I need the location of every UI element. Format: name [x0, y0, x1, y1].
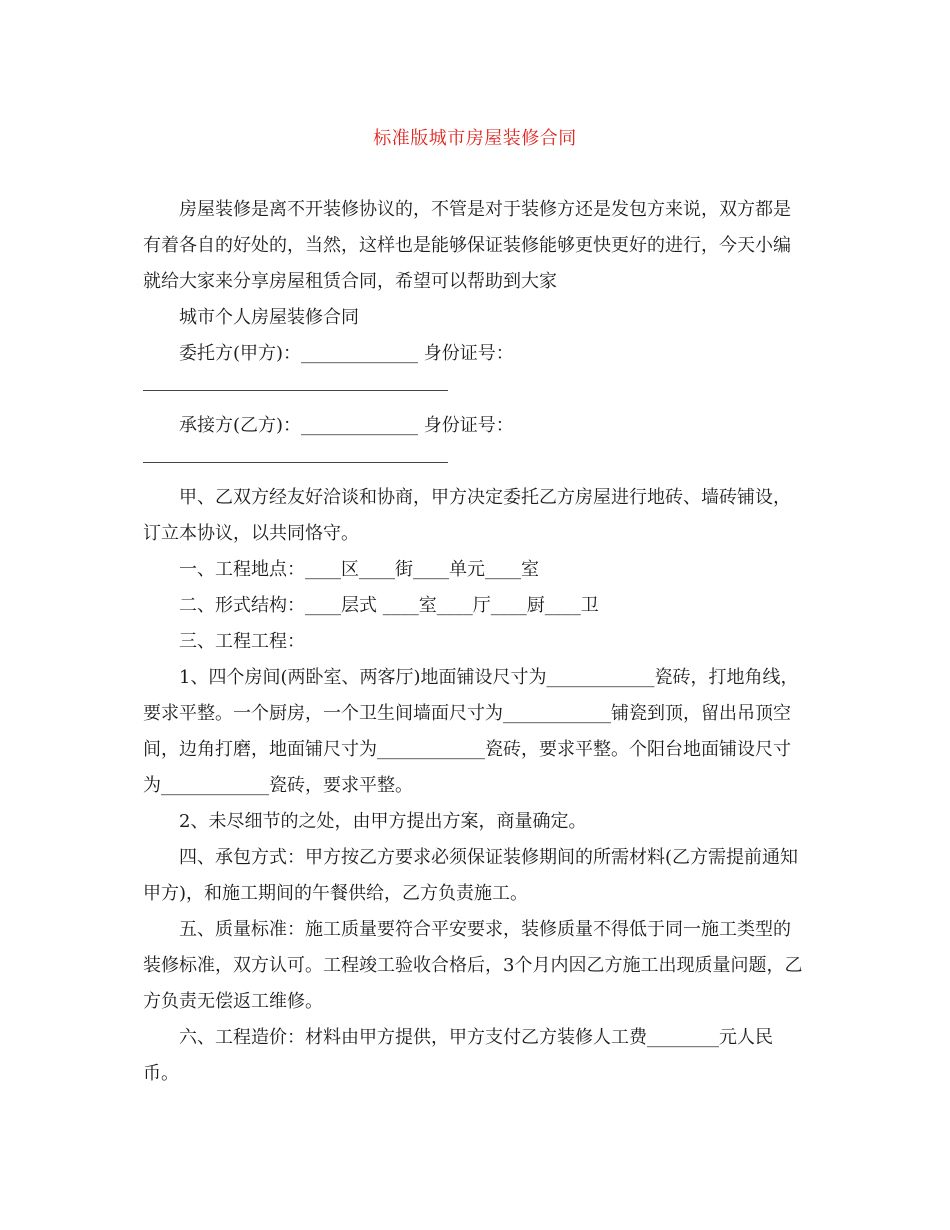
clause-3-heading: 三、工程工程： [179, 631, 305, 652]
party-b-line: 承接方(乙方)：_____________ 身份证号： [179, 415, 514, 436]
clause-2-structure: 二、形式结构：____层式 ____室____厅____厨____卫 [179, 595, 599, 616]
intro-paragraph: 房屋装修是离不开装修协议的，不管是对于装修方还是发包方来说，双方都是有着各自的好处的，当然，这样也是能够保证装修能够更快更好的进行，今天小编就给大家来分享房屋租赁合同，希望可以帮助到大家 [143, 199, 791, 292]
agreement-paragraph: 甲、乙双方经友好洽谈和协商，甲方决定委托乙方房屋进行地砖、墙砖铺设，订立本协议，以共同恪守。 [143, 487, 791, 544]
clause-4-contract-mode: 四、承包方式：甲方按乙方要求必须保证装修期间的所需材料(乙方需提前通知甲方)，和施工期间的午餐供给，乙方负责施工。 [143, 847, 799, 904]
clause-1-location: 一、工程地点：____区____街____单元____室 [179, 559, 539, 580]
document-body [143, 192, 808, 1092]
clause-5-quality: 五、质量标准：施工质量要符合平安要求，装修质量不得低于同一施工类型的装修标准，双方认可。工程竣工验收合格后，3个月内因乙方施工出现质量问题，乙方负责无偿返工维修。 [143, 919, 803, 1012]
party-a-line: 委托方(甲方)：_____________ 身份证号： [179, 343, 514, 364]
clause-6-cost: 六、工程造价：材料由甲方提供，甲方支付乙方装修人工费________元人民币。 [143, 1027, 773, 1084]
clause-3-2: 2、未尽细节的之处，由甲方提出方案，商量确定。 [179, 811, 587, 832]
clause-3-1: 1、四个房间(两卧室、两客厅)地面铺设尺寸为____________瓷砖，打地角线，要求平整。一个厨房，一个卫生间墙面尺寸为____________铺瓷到顶，留出吊顶空间，边角打磨，地面铺尺寸为____________瓷砖，要求平整。个阳台地面铺设尺寸为____________瓷砖，要求平整。 [143, 667, 799, 796]
document-title: 标准版城市房屋装修合同 [373, 128, 577, 149]
party-b-id-blank [143, 444, 808, 480]
contract-name: 城市个人房屋装修合同 [179, 307, 359, 328]
party-a-id-blank [143, 372, 808, 408]
